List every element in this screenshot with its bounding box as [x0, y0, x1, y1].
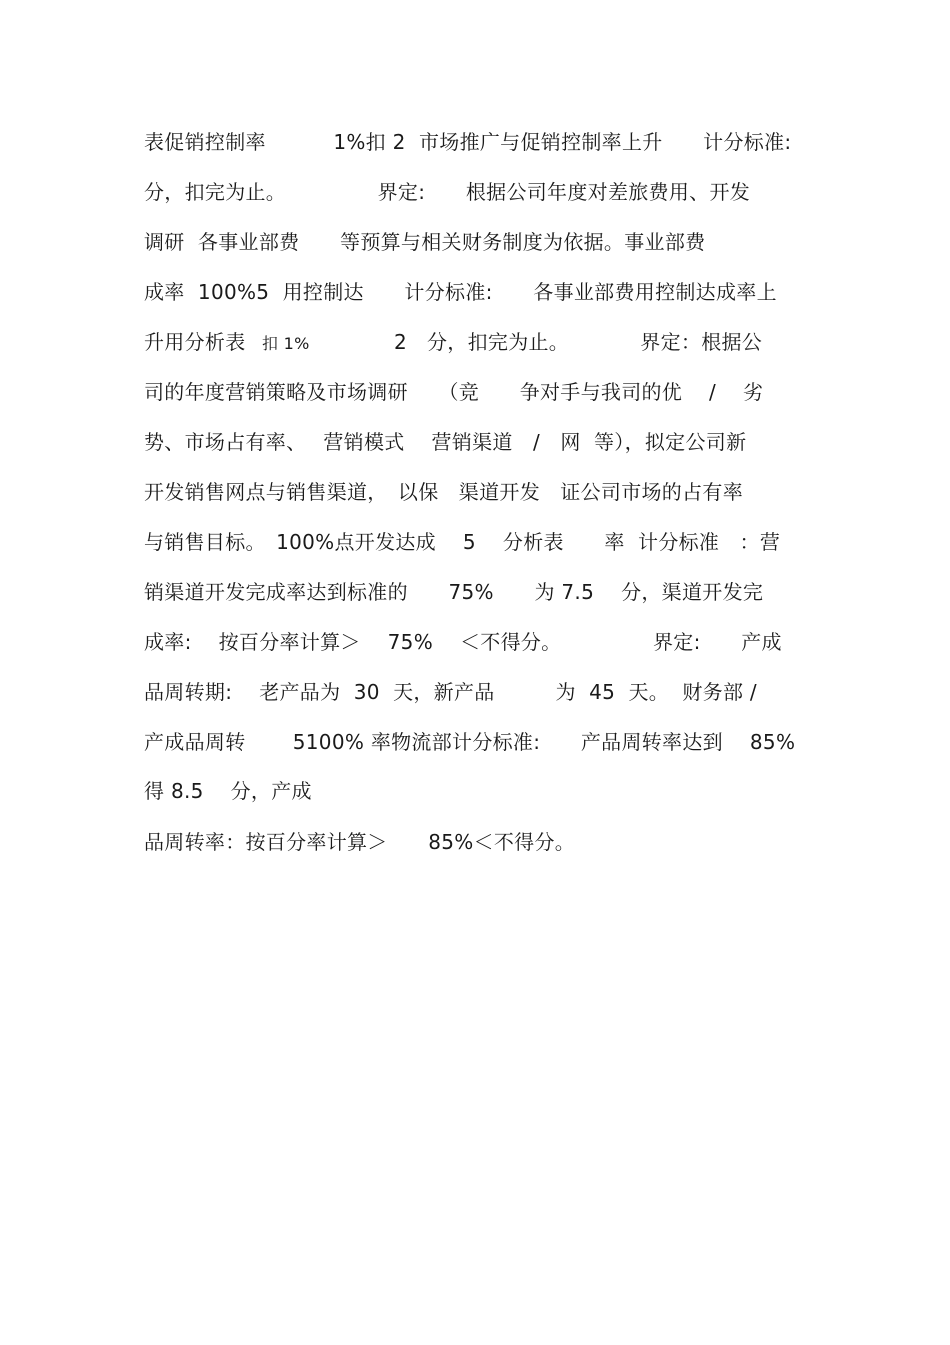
text-line-8: 开发销售网点与销售渠道， 以保 渠道开发 证公司市场的占有率 — [144, 480, 743, 504]
text-line-5a: 升用分析表 — [144, 330, 246, 354]
text-line-2: 分，扣完为止。 界定: 根据公司年度对差旅费用、开发 — [144, 180, 751, 204]
text-line-3: 调研 各事业部费 等预算与相关财务制度为依据。事业部费 — [144, 230, 706, 254]
text-line-11: 成率: 按百分率计算＞ 75% ＜不得分。 界定: 产成 — [144, 630, 782, 654]
text-line-1: 表促销控制率 1%扣 2 市场推广与促销控制率上升 计分标准: — [144, 130, 792, 154]
text-line-9: 与销售目标。 100%点开发达成 5 分析表 率 计分标准 ：营 — [144, 530, 781, 554]
text-line-6: 司的年度营销策略及市场调研 （竞 争对手与我司的优 / 劣 — [144, 380, 764, 404]
text-line-14: 得 8.5 分，产成 — [144, 779, 312, 803]
text-line-4: 成率 100%5 用控制达 计分标准: 各事业部费用控制达成率上 — [144, 280, 777, 304]
text-line-12: 品周转期: 老产品为 30 天，新产品 为 45 天。 财务部 / — [144, 680, 757, 704]
text-line-15: 品周转率：按百分率计算＞ 85%＜不得分。 — [144, 830, 576, 854]
text-line-7: 势、市场占有率、 营销模式 营销渠道 / 网 等），拟定公司新 — [144, 430, 747, 454]
small-deduction-note: 扣 1% — [262, 334, 310, 353]
text-line-10: 销渠道开发完成率达到标准的 75% 为 7.5 分，渠道开发完 — [144, 580, 764, 604]
text-line-5b: 2 分，扣完为止。 界定：根据公 — [394, 330, 763, 354]
text-line-13: 产成品周转 5100% 率物流部计分标准: 产品周转率达到 85% — [144, 730, 796, 754]
